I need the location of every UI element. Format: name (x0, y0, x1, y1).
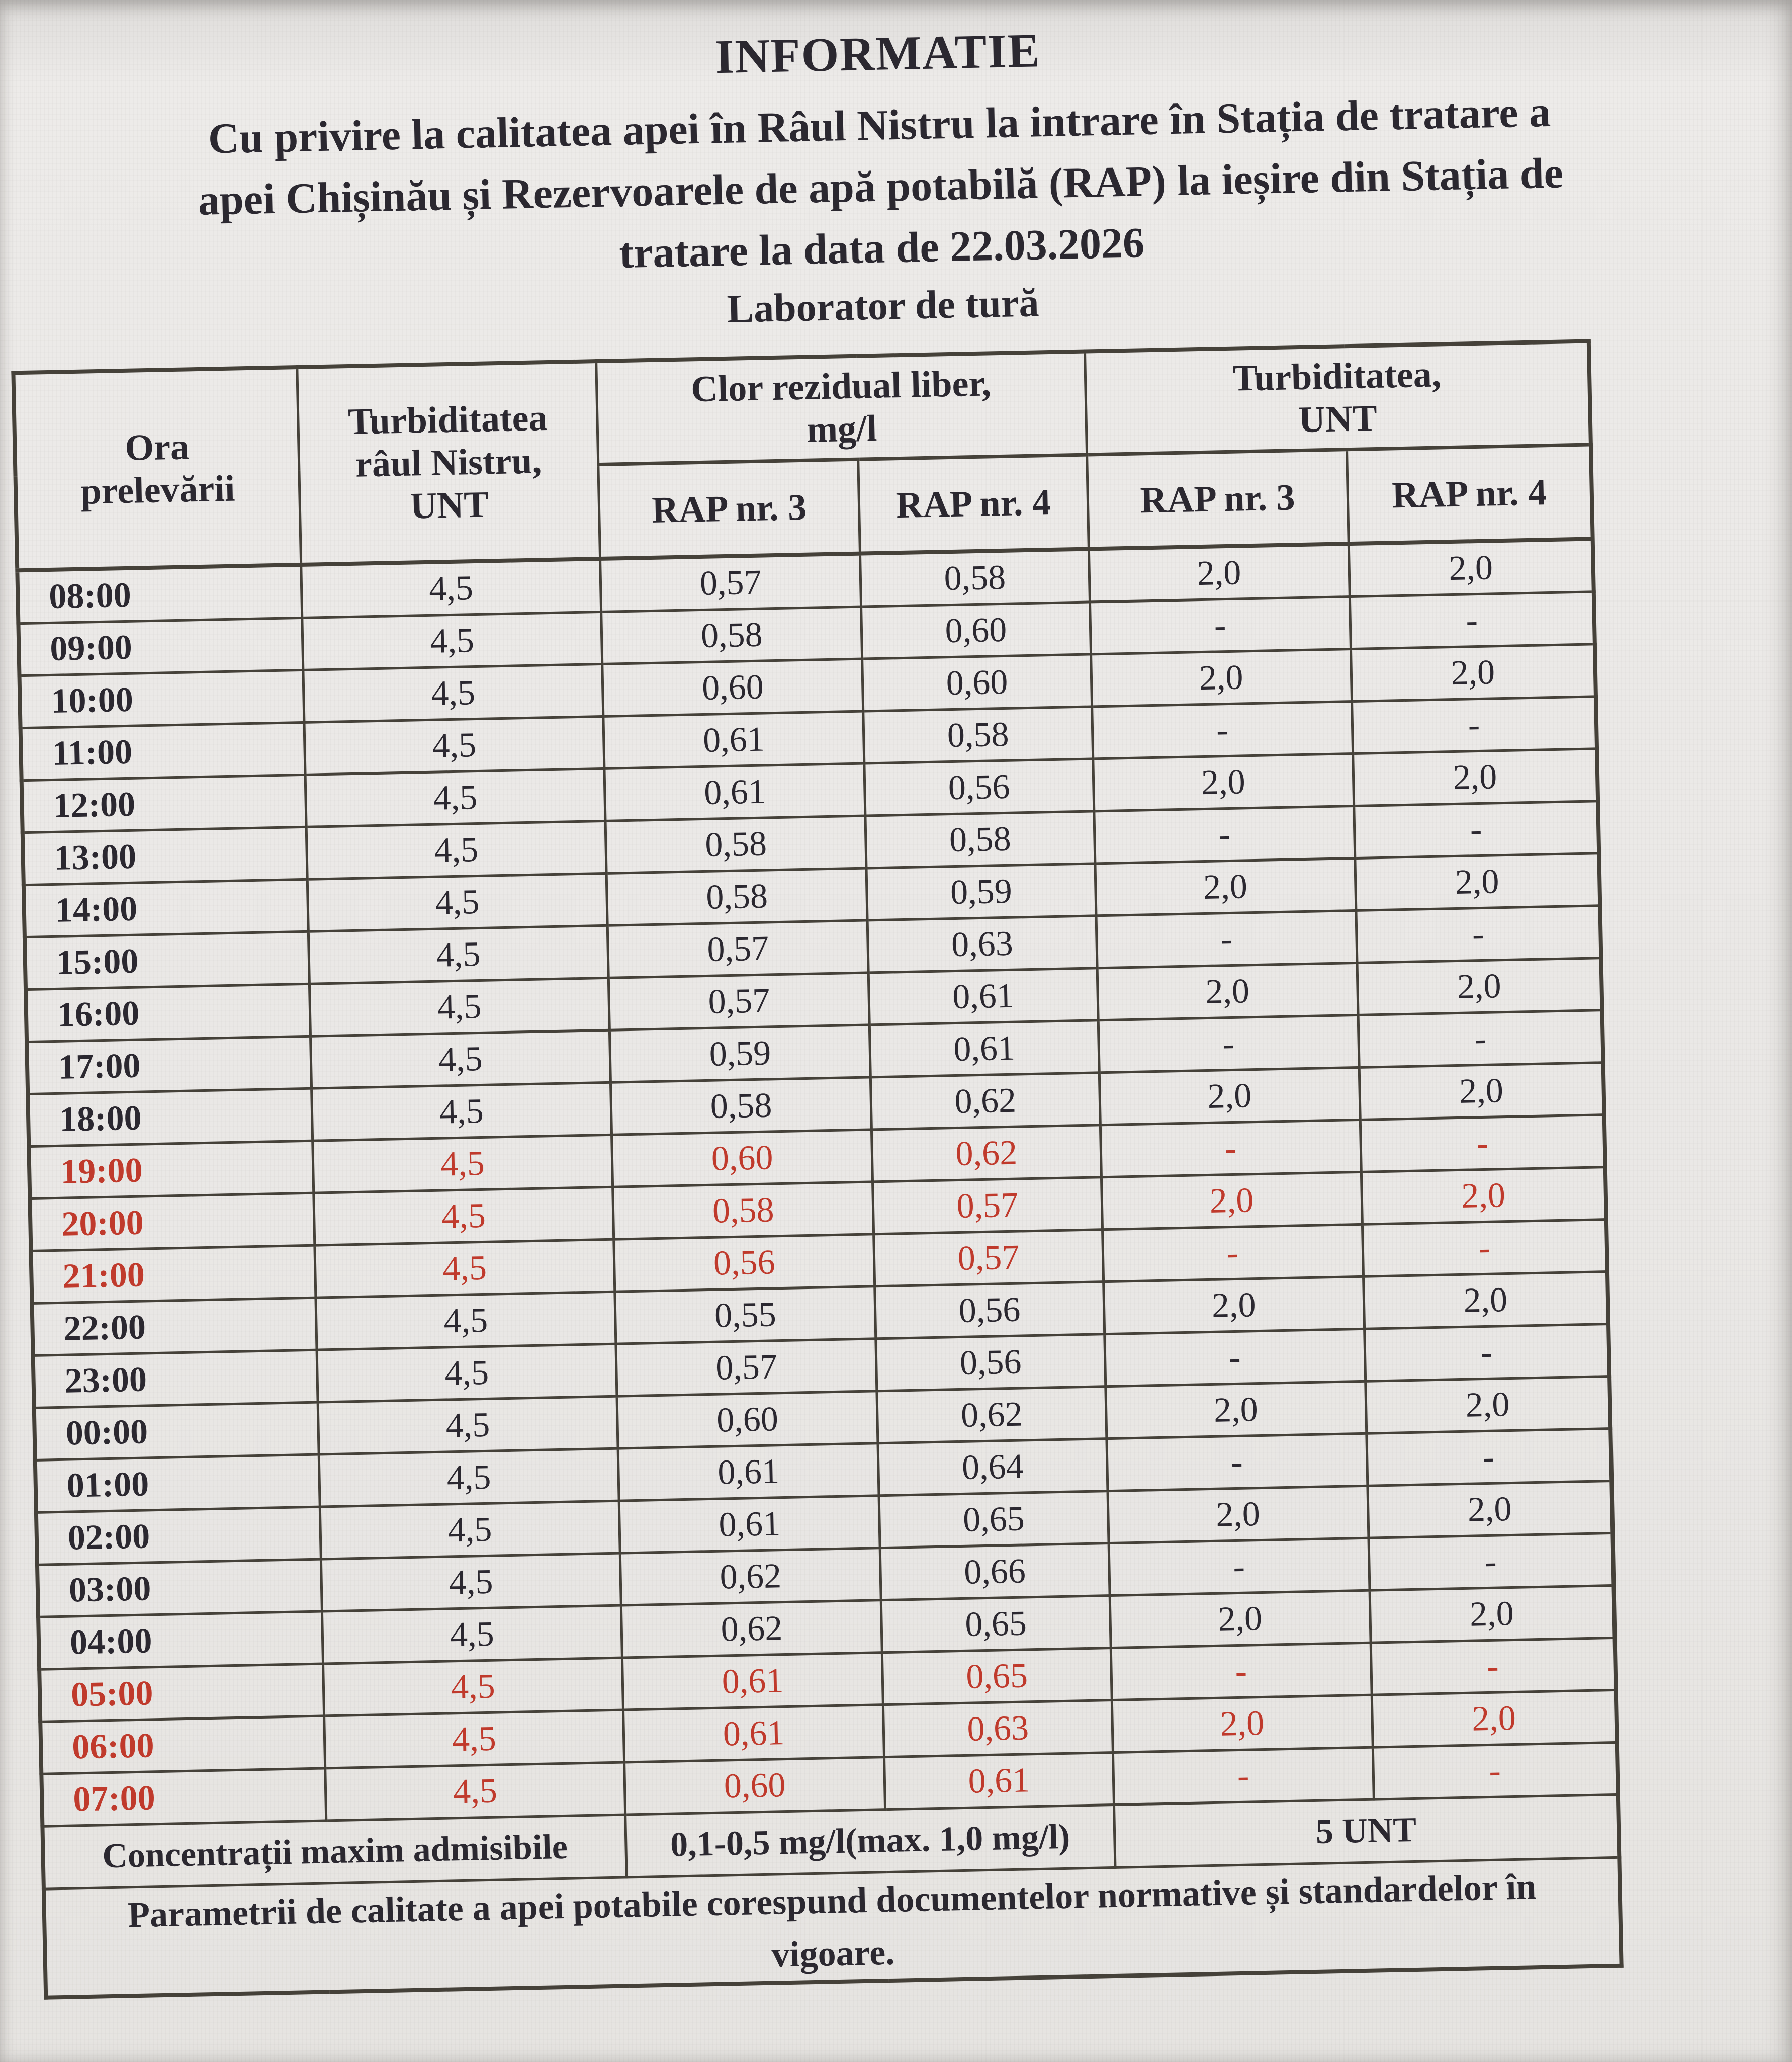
chlorine-rap3-cell: 0,62 (621, 1600, 882, 1658)
chlorine-rap3-cell: 0,55 (615, 1286, 876, 1344)
chlorine-rap4-cell: 0,65 (881, 1596, 1110, 1653)
turbidity-rap4-cell: 2,0 (1361, 1167, 1606, 1225)
chlorine-rap3-cell: 0,58 (613, 1182, 874, 1239)
chlorine-rap4-cell: 0,65 (879, 1491, 1108, 1548)
compliance-note-text: Parametrii de calitate a apei potabile corespund documentelor normative și standardelor în vigoare. (127, 1866, 1537, 1975)
table-body (17, 539, 1618, 1827)
chlorine-rap3-cell: 0,61 (623, 1705, 884, 1762)
turbidity-rap3-cell: - (1102, 1225, 1363, 1282)
turbidity-rap3-cell: 2,0 (1089, 544, 1350, 602)
chlorine-rap3-cell: 0,62 (620, 1548, 881, 1605)
turbidity-rap4-cell: - (1366, 1429, 1611, 1486)
time-cell: 13:00 (23, 827, 307, 885)
subtitle-line-1: Cu privire la calitatea apei în Râul Nistru la intrare în Stația de tratare a (207, 87, 1551, 163)
turbidity-rap3-cell: - (1098, 1015, 1359, 1073)
turbidity-nistru-cell: 4,5 (310, 1030, 610, 1089)
turbidity-nistru-cell: 4,5 (319, 1448, 619, 1507)
chlorine-rap4-cell: 0,66 (880, 1543, 1109, 1600)
turbidity-rap4-cell: - (1354, 801, 1599, 858)
turbidity-rap4-cell: - (1369, 1533, 1614, 1591)
turbidity-rap4-cell: 2,0 (1365, 1377, 1610, 1434)
chlorine-rap3-cell: 0,57 (608, 973, 869, 1030)
time-cell: 04:00 (38, 1611, 323, 1669)
chlorine-rap4-cell: 0,59 (866, 864, 1096, 920)
turbidity-rap4-cell: - (1356, 906, 1601, 963)
turbidity-rap4-cell: - (1373, 1743, 1618, 1800)
time-cell: 01:00 (35, 1454, 320, 1512)
chlorine-rap4-cell: 0,60 (861, 602, 1091, 659)
header-ora-prelevarii: Ora prelevării (13, 367, 301, 570)
turbidity-rap3-cell: 2,0 (1101, 1172, 1362, 1230)
turbidity-rap4-cell: - (1352, 697, 1597, 754)
turbidity-nistru-cell: 4,5 (304, 717, 604, 775)
turbidity-rap4-cell: 2,0 (1372, 1690, 1617, 1748)
turbidity-nistru-cell: 4,5 (318, 1396, 618, 1454)
time-cell: 18:00 (28, 1089, 312, 1147)
turbidity-rap3-cell: - (1100, 1120, 1361, 1177)
time-cell: 22:00 (32, 1298, 317, 1355)
table-footer (42, 1795, 1621, 1998)
chlorine-rap3-cell: 0,61 (618, 1443, 879, 1501)
turbidity-rap3-cell: - (1111, 1643, 1372, 1700)
chlorine-rap4-cell: 0,62 (877, 1387, 1106, 1443)
document-title: INFORMATIE (714, 23, 1041, 84)
turbidity-rap3-cell: - (1090, 597, 1351, 654)
turbidity-rap4-cell: 2,0 (1359, 1063, 1604, 1120)
chlorine-rap3-cell: 0,60 (612, 1130, 873, 1187)
chlorine-rap4-cell: 0,61 (868, 968, 1098, 1025)
chlorine-rap3-cell: 0,57 (616, 1339, 877, 1396)
chlorine-rap4-cell: 0,58 (863, 707, 1093, 763)
chlorine-rap4-cell: 0,57 (873, 1177, 1102, 1234)
time-cell: 20:00 (30, 1193, 314, 1251)
turbidity-nistru-cell: 4,5 (324, 1710, 624, 1768)
header-clor-rap3: RAP nr. 3 (598, 459, 860, 559)
time-cell: 02:00 (36, 1507, 321, 1565)
subtitle-line-2: apei Chișinău și Rezervoarele de apă potabilă (RAP) la ieșire din Stația de (197, 148, 1564, 225)
cma-label-cell: Concentrații maxim admisibile (42, 1815, 626, 1889)
turbidity-nistru-cell: 4,5 (305, 769, 605, 827)
turbidity-nistru-cell: 4,5 (323, 1658, 623, 1716)
chlorine-rap3-cell: 0,56 (614, 1234, 875, 1292)
turbidity-rap4-cell: - (1350, 592, 1595, 649)
turbidity-rap4-cell: 2,0 (1355, 853, 1600, 911)
turbidity-nistru-cell: 4,5 (317, 1344, 617, 1403)
chlorine-rap3-cell: 0,59 (609, 1025, 870, 1082)
turbidity-nistru-cell: 4,5 (320, 1501, 620, 1559)
time-cell: 23:00 (33, 1350, 318, 1408)
time-cell: 06:00 (40, 1716, 325, 1774)
turbidity-rap4-cell: 2,0 (1351, 644, 1596, 702)
chlorine-rap3-cell: 0,61 (603, 711, 864, 768)
chlorine-rap3-cell: 0,57 (607, 920, 868, 978)
time-cell: 19:00 (29, 1141, 313, 1199)
turbidity-rap4-cell: 2,0 (1363, 1272, 1608, 1329)
turbidity-rap4-cell: - (1358, 1010, 1603, 1068)
chlorine-rap3-cell: 0,60 (617, 1391, 878, 1448)
turbidity-rap4-cell: 2,0 (1353, 749, 1598, 806)
document-subtitle (0, 76, 1778, 297)
header-group-turbiditatea: Turbiditatea, UNT (1085, 341, 1591, 455)
time-cell: 00:00 (34, 1402, 319, 1460)
turbidity-rap3-cell: - (1109, 1538, 1370, 1596)
time-cell: 09:00 (18, 618, 303, 676)
time-cell: 05:00 (39, 1664, 324, 1722)
turbidity-rap4-cell: - (1371, 1638, 1616, 1695)
turbidity-rap3-cell: 2,0 (1097, 963, 1358, 1020)
turbidity-nistru-cell: 4,5 (325, 1762, 625, 1821)
lab-shift-note: Laborator de tură (726, 281, 1040, 332)
turbidity-nistru-cell: 4,5 (309, 978, 609, 1037)
chlorine-rap4-cell: 0,62 (872, 1125, 1101, 1182)
chlorine-rap4-cell: 0,64 (878, 1439, 1107, 1496)
chlorine-rap4-cell: 0,56 (875, 1282, 1104, 1339)
turbidity-rap4-cell: 2,0 (1370, 1586, 1615, 1643)
turbidity-rap3-cell: 2,0 (1099, 1068, 1360, 1125)
turbidity-rap3-cell: - (1113, 1747, 1374, 1805)
chlorine-rap4-cell: 0,60 (862, 654, 1092, 711)
time-cell: 10:00 (20, 670, 304, 728)
chlorine-rap3-cell: 0,58 (605, 816, 866, 873)
header-turb-rap3: RAP nr. 3 (1087, 450, 1349, 549)
time-cell: 16:00 (26, 984, 310, 1042)
time-cell: 07:00 (41, 1768, 326, 1826)
chlorine-rap4-cell: 0,57 (874, 1230, 1103, 1286)
cma-chlorine-limit-cell: 0,1-0,5 mg/l(max. 1,0 mg/l) (625, 1805, 1115, 1877)
chlorine-rap4-cell: 0,63 (867, 916, 1097, 973)
turbidity-rap3-cell: - (1106, 1434, 1367, 1491)
chlorine-rap4-cell: 0,56 (864, 759, 1094, 816)
turbidity-rap3-cell: - (1092, 702, 1353, 759)
chlorine-rap3-cell: 0,57 (600, 554, 861, 612)
time-cell: 14:00 (24, 880, 308, 937)
turbidity-nistru-cell: 4,5 (313, 1187, 613, 1246)
cma-turbidity-limit-cell: 5 UNT (1114, 1795, 1619, 1868)
time-cell: 21:00 (31, 1246, 315, 1304)
chlorine-rap3-cell: 0,58 (611, 1077, 872, 1135)
subtitle-line-3: tratare la data de 22.03.2026 (618, 218, 1145, 278)
chlorine-rap4-cell: 0,61 (869, 1020, 1099, 1077)
turbidity-nistru-cell: 4,5 (312, 1135, 612, 1193)
turbidity-rap3-cell: - (1096, 911, 1357, 968)
header-group-clor-rezidual: Clor rezidual liber, mg/l (596, 352, 1087, 465)
chlorine-rap3-cell: 0,58 (601, 607, 862, 664)
chlorine-rap3-cell: 0,61 (619, 1496, 880, 1553)
turbidity-rap3-cell: 2,0 (1095, 858, 1356, 916)
turbidity-rap3-cell: - (1104, 1329, 1365, 1387)
turbidity-rap3-cell: 2,0 (1108, 1486, 1369, 1543)
turbidity-nistru-cell: 4,5 (311, 1083, 611, 1141)
chlorine-rap4-cell: 0,62 (871, 1073, 1100, 1130)
turbidity-rap3-cell: 2,0 (1091, 649, 1352, 707)
time-cell: 15:00 (25, 932, 309, 990)
turbidity-nistru-cell: 4,5 (308, 926, 608, 984)
chlorine-rap4-cell: 0,65 (882, 1648, 1112, 1705)
header-turb-rap4: RAP nr. 4 (1347, 445, 1592, 544)
time-cell: 08:00 (17, 565, 302, 624)
turbidity-rap4-cell: 2,0 (1368, 1481, 1613, 1538)
chlorine-rap4-cell: 0,56 (876, 1334, 1105, 1391)
header-turbiditatea-nistru: Turbiditatea râul Nistru, UNT (297, 361, 600, 565)
chlorine-rap3-cell: 0,58 (606, 868, 867, 925)
chlorine-rap3-cell: 0,60 (624, 1757, 885, 1815)
turbidity-rap3-cell: 2,0 (1105, 1382, 1366, 1439)
chlorine-rap3-cell: 0,61 (604, 763, 865, 821)
chlorine-rap4-cell: 0,63 (883, 1700, 1113, 1757)
turbidity-nistru-cell: 4,5 (302, 612, 602, 670)
turbidity-nistru-cell: 4,5 (314, 1240, 614, 1298)
time-cell: 11:00 (21, 723, 305, 781)
turbidity-nistru-cell: 4,5 (316, 1292, 616, 1350)
water-quality-table (11, 339, 1623, 2000)
chlorine-rap3-cell: 0,60 (602, 659, 863, 716)
turbidity-rap4-cell: - (1362, 1220, 1607, 1277)
chlorine-rap3-cell: 0,61 (622, 1653, 883, 1710)
turbidity-rap3-cell: 2,0 (1110, 1591, 1371, 1648)
turbidity-nistru-cell: 4,5 (321, 1553, 621, 1611)
time-cell: 12:00 (22, 775, 306, 833)
turbidity-rap3-cell: - (1094, 806, 1355, 864)
turbidity-nistru-cell: 4,5 (322, 1605, 622, 1664)
chlorine-rap4-cell: 0,61 (884, 1753, 1114, 1810)
turbidity-nistru-cell: 4,5 (307, 874, 607, 932)
turbidity-rap4-cell: 2,0 (1349, 539, 1594, 597)
chlorine-rap4-cell: 0,58 (860, 549, 1090, 607)
turbidity-nistru-cell: 4,5 (301, 559, 601, 618)
turbidity-rap4-cell: - (1360, 1115, 1605, 1172)
turbidity-rap4-cell: 2,0 (1357, 958, 1602, 1015)
chlorine-rap4-cell: 0,58 (865, 811, 1095, 868)
turbidity-rap3-cell: 2,0 (1103, 1277, 1364, 1334)
header-clor-rap4: RAP nr. 4 (858, 455, 1089, 554)
turbidity-rap3-cell: 2,0 (1112, 1695, 1373, 1752)
table-header (13, 341, 1592, 571)
turbidity-rap3-cell: 2,0 (1093, 754, 1354, 811)
document-header (0, 0, 1779, 348)
turbidity-nistru-cell: 4,5 (306, 821, 606, 880)
time-cell: 17:00 (27, 1037, 311, 1094)
time-cell: 03:00 (37, 1559, 322, 1617)
turbidity-nistru-cell: 4,5 (303, 664, 603, 723)
turbidity-rap4-cell: - (1364, 1324, 1609, 1382)
